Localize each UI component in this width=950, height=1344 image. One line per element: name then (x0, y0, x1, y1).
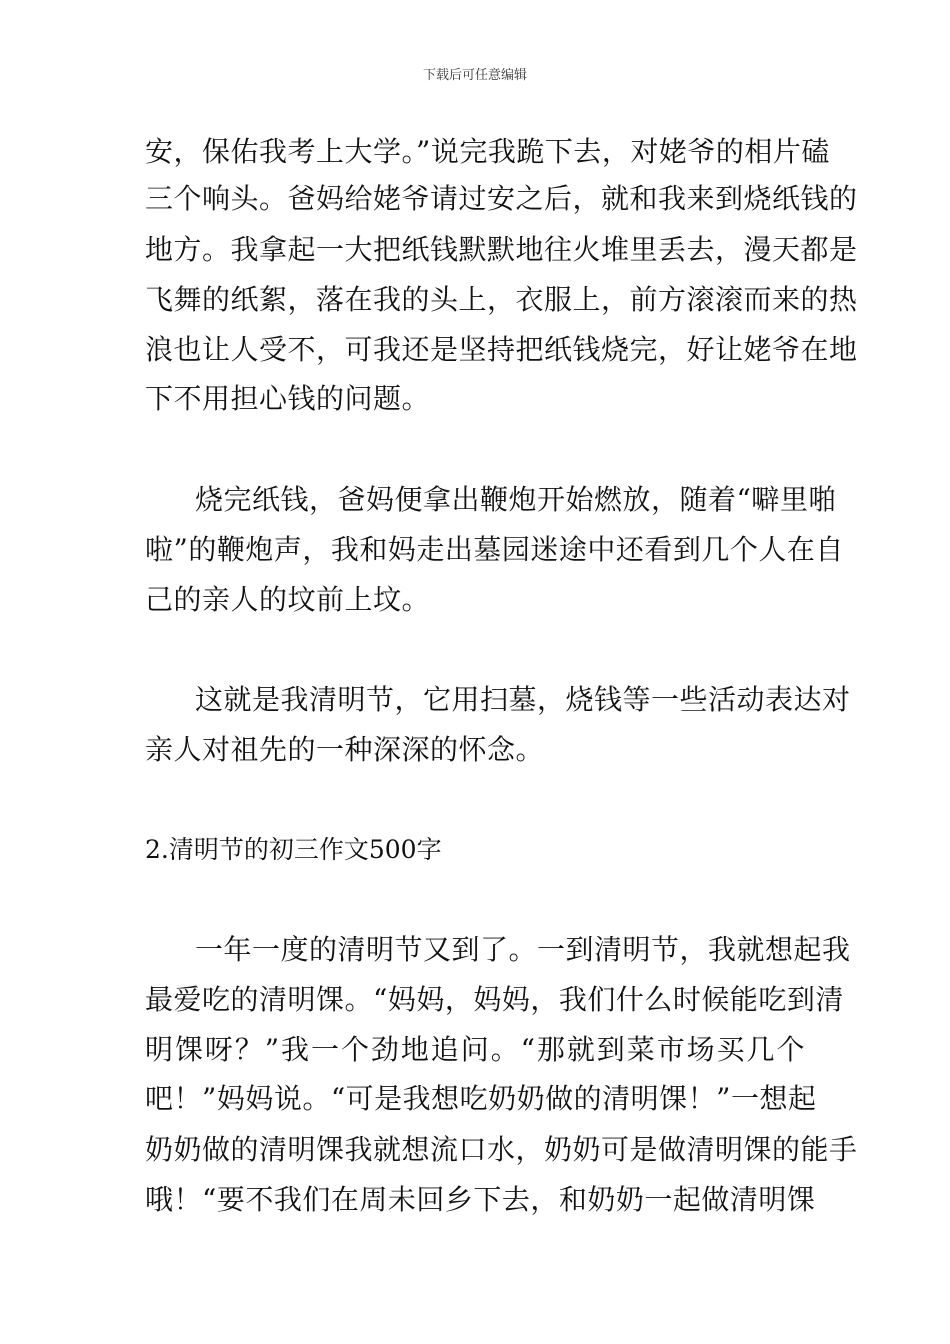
text-line: 三个响头。爸妈给姥爷请过安之后，就和我来到烧纸钱的 (145, 182, 858, 215)
text-line: 己的亲人的坟前上坟。 (145, 583, 431, 616)
text-line: 啦”的鞭炮声，我和妈走出墓园迷途中还看到几个人在自 (145, 533, 844, 566)
text-line: 地方。我拿起一大把纸钱默默地往火堆里丢去，漫天都是 (145, 233, 858, 266)
text-line: 一年一度的清明节又到了。一到清明节，我就想起我 (195, 933, 851, 966)
text-line: 飞舞的纸絮，落在我的头上，衣服上，前方滚滚而来的热 (145, 283, 858, 316)
text-line: 烧完纸钱，爸妈便拿出鞭炮开始燃放，随着“噼里啪 (195, 483, 837, 516)
text-line: 吧！”妈妈说。“可是我想吃奶奶做的清明馃！”一想起 (145, 1082, 817, 1115)
text-line: 浪也让人受不，可我还是坚持把纸钱烧完，好让姥爷在地 (145, 333, 858, 366)
text-line: 最爱吃的清明馃。“妈妈，妈妈，我们什么时候能吃到清 (145, 983, 844, 1016)
page-header: 下载后可任意编辑 (422, 68, 527, 83)
text-line: 这就是我清明节，它用扫墓，烧钱等一些活动表达对 (195, 683, 851, 716)
text-line: 下不用担心钱的问题。 (145, 382, 431, 415)
text-line: 哦！“要不我们在周未回乡下去，和奶奶一起做清明馃 (145, 1183, 816, 1216)
text-line: 奶奶做的清明馃我就想流口水，奶奶可是做清明馃的能手 (145, 1133, 858, 1166)
text-line: 亲人对祖先的一种深深的怀念。 (145, 733, 545, 766)
text-line: 安，保佑我考上大学。”说完我跪下去，对姥爷的相片磕 (145, 135, 830, 168)
section-heading: 2.清明节的初三作文500字 (145, 835, 442, 864)
text-line: 明馃呀？”我一个劲地追问。“那就到菜市场买几个 (145, 1033, 805, 1066)
